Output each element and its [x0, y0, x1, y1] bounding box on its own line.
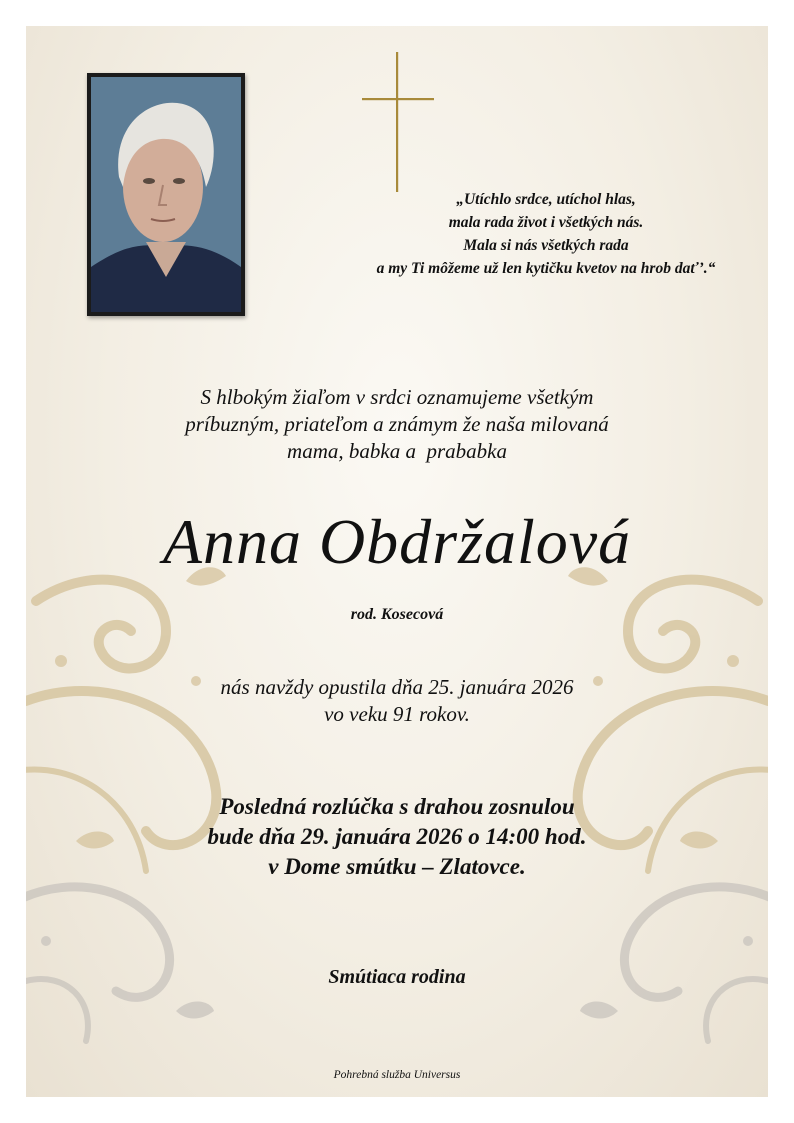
age-line: vo veku 91 rokov. [324, 702, 470, 726]
death-date-line: nás navždy opustila dňa 25. januára 2026 [220, 675, 574, 699]
funeral-line: v Dome smútku – Zlatovce. [268, 854, 526, 879]
funeral-line: Posledná rozlúčka s drahou zosnulou [219, 794, 575, 819]
maiden-name: rod. Kosecová [350, 606, 444, 623]
death-details [126, 674, 668, 728]
portrait-image [91, 77, 241, 312]
verse-line: „Utíchlo srdce, utíchol hlas, [456, 191, 636, 208]
portrait-frame [87, 73, 245, 316]
verse-line: a my Ti môžeme už len kytičku kvetov na hrob dať’.“ [376, 260, 716, 277]
funeral-line: bude dňa 29. januára 2026 o 14:00 hod. [207, 824, 587, 849]
funeral-details [106, 792, 688, 882]
verse-line: mala rada život i všetkých nás. [448, 214, 644, 231]
funeral-service-credit: Pohrebná služba Universus [333, 1069, 461, 1081]
cross-icon [362, 52, 434, 192]
memorial-verse [326, 188, 766, 280]
deceased-name: Anna Obdržalová [162, 506, 632, 577]
intro-line: príbuzným, priateľom a známym že naša milovaná [185, 412, 609, 436]
portrait-photo [91, 77, 241, 312]
verse-line: Mala si nás všetkých rada [463, 237, 629, 254]
announcement-intro [106, 384, 688, 465]
intro-line: mama, babka a prababka [287, 439, 507, 463]
mourning-family: Smútiaca rodina [328, 966, 466, 988]
obituary-card [26, 26, 768, 1097]
intro-line: S hlbokým žiaľom v srdci oznamujeme všetkým [200, 385, 594, 409]
